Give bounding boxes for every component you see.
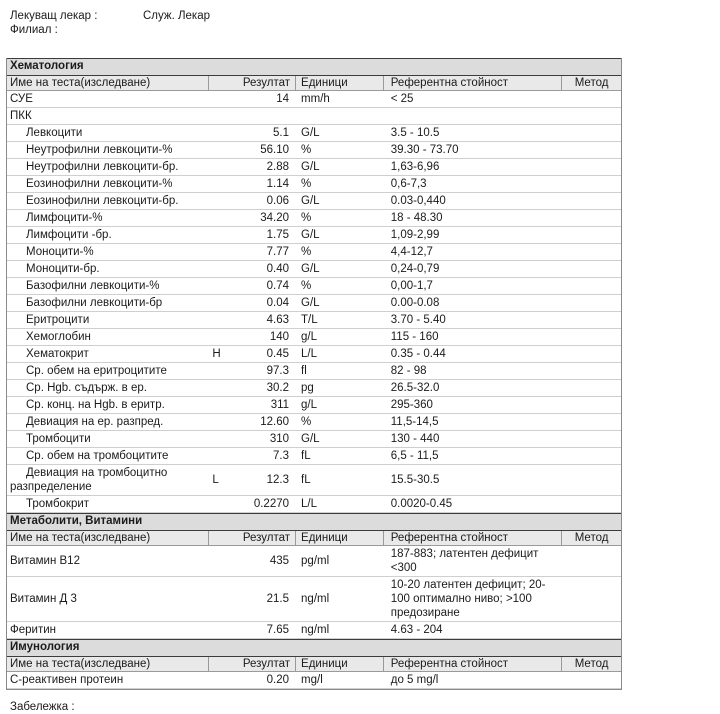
result-value: 14 (276, 93, 290, 105)
result-value: 0.2270 (253, 498, 290, 510)
units-value: pg (301, 382, 314, 394)
units-value: G/L (301, 433, 320, 445)
table-row (7, 546, 621, 577)
result-cell (208, 591, 295, 607)
test-name: СУЕ (10, 93, 33, 105)
result-cell (208, 363, 295, 379)
column-header-method: Метод (561, 657, 621, 671)
result-cell (208, 193, 295, 209)
column-header-method: Метод (561, 531, 621, 545)
column-header-units: Единици (295, 657, 383, 671)
method-value (561, 217, 621, 219)
result-cell (208, 261, 295, 277)
method-value (561, 438, 621, 440)
result-cell (208, 329, 295, 345)
result-value: 140 (269, 331, 290, 343)
result-cell (208, 431, 295, 447)
result-cell (208, 227, 295, 243)
test-name: Еозинофилни левкоцити-% (26, 178, 173, 190)
result-value: 7.77 (266, 246, 290, 258)
result-value: 34.20 (260, 212, 290, 224)
test-name: Ср. Hgb. съдърж. в ер. (26, 382, 147, 394)
column-header-name: Име на теста(изследване) (10, 658, 151, 670)
units-value: G/L (301, 229, 320, 241)
doctor-value: Служ. Лекар (143, 10, 210, 22)
result-cell (208, 210, 295, 226)
table-row (7, 329, 621, 346)
result-value: 0.20 (266, 674, 290, 686)
units-value: mg/l (301, 674, 323, 686)
column-header-result: Резултат (208, 76, 295, 90)
units-value: G/L (301, 127, 320, 139)
reference-range: 0,24-0,79 (390, 263, 440, 275)
method-value (561, 234, 621, 236)
method-value (561, 132, 621, 134)
units-value: G/L (301, 263, 320, 275)
table-row (7, 346, 621, 363)
method-value (561, 268, 621, 270)
method-value (561, 200, 621, 202)
table-row (7, 448, 621, 465)
table-row (7, 397, 621, 414)
test-name: Моноцити-% (26, 246, 94, 258)
method-value (561, 251, 621, 253)
units-value: % (301, 280, 312, 292)
units-value: % (301, 212, 312, 224)
units-value: % (301, 416, 312, 428)
report-header (10, 9, 720, 37)
reference-range: 295-360 (390, 399, 433, 411)
test-name: ПКК (10, 110, 32, 122)
method-value (561, 479, 621, 481)
method-value (561, 98, 621, 100)
result-value: 310 (269, 433, 290, 445)
test-name: Витамин Д 3 (10, 593, 77, 605)
method-value (561, 370, 621, 372)
units-value: g/L (301, 399, 318, 411)
doctor-label: Лекуващ лекар : (10, 10, 98, 22)
result-cell (208, 397, 295, 413)
units-value: % (301, 144, 312, 156)
test-name: Девиация на ер. разпред. (26, 416, 164, 428)
result-value: 5.1 (273, 127, 290, 139)
table-row (7, 261, 621, 278)
result-value: 56.10 (260, 144, 290, 156)
result-value: 7.3 (273, 450, 290, 462)
result-cell (208, 380, 295, 396)
test-name: Девиация на тромбоцитно разпределение (10, 467, 168, 493)
column-header-units: Единици (295, 76, 383, 90)
column-header-result: Резултат (208, 531, 295, 545)
method-value (561, 336, 621, 338)
table-row (7, 193, 621, 210)
method-value (561, 455, 621, 457)
units-value: pg/ml (301, 555, 330, 567)
reference-range: 26.5-32.0 (390, 382, 440, 394)
column-header-name: Име на теста(изследване) (10, 532, 151, 544)
reference-range: до 5 mg/l (390, 674, 439, 686)
table-row (7, 431, 621, 448)
reference-range: 130 - 440 (390, 433, 440, 445)
table-row (7, 622, 621, 639)
test-name: Хемоглобин (26, 331, 91, 343)
table-row (7, 278, 621, 295)
result-value: 1.75 (266, 229, 290, 241)
section-title: Имунология (7, 639, 621, 657)
result-value: 2.88 (266, 161, 290, 173)
result-value: 12.60 (260, 416, 290, 428)
table-row (7, 176, 621, 193)
result-cell (208, 622, 295, 638)
reference-range: 1,09-2,99 (390, 229, 440, 241)
result-cell (208, 125, 295, 141)
method-value (561, 166, 621, 168)
method-value (561, 560, 621, 562)
column-header-result: Резултат (208, 657, 295, 671)
column-header-reference: Референтна стойност (383, 76, 561, 90)
test-name: Лимфоцити-% (26, 212, 103, 224)
reference-range (383, 115, 561, 117)
result-value: 311 (270, 399, 290, 411)
test-name: Ср. конц. на Hgb. в еритр. (26, 399, 165, 411)
reference-range: 1,63-6,96 (390, 161, 440, 173)
units-value: G/L (301, 195, 320, 207)
reference-range: 82 - 98 (390, 365, 427, 377)
column-header-row (7, 76, 621, 91)
units-value (295, 115, 383, 117)
test-name: Неутрофилни левкоцити-бр. (26, 161, 179, 173)
reference-range: 0,6-7,3 (390, 178, 427, 190)
reference-range: 18 - 48.30 (390, 212, 443, 224)
test-name: Лимфоцити -бр. (26, 229, 112, 241)
reference-range: 0.0020-0.45 (390, 498, 453, 510)
test-name: Ср. обем на тромбоцитите (26, 450, 169, 462)
method-value (561, 387, 621, 389)
reference-range: < 25 (390, 93, 414, 105)
method-value (561, 629, 621, 631)
units-value: fL (301, 450, 311, 462)
test-name: Хематокрит (26, 348, 89, 360)
table-row (7, 414, 621, 431)
result-cell (208, 448, 295, 464)
result-cell (208, 472, 295, 488)
result-cell (208, 312, 295, 328)
result-value: 4.63 (266, 314, 290, 326)
result-value: 21.5 (266, 593, 290, 605)
method-value (561, 319, 621, 321)
units-value: g/L (301, 331, 318, 343)
method-value (561, 404, 621, 406)
column-header-row (7, 531, 621, 546)
table-row (7, 159, 621, 176)
result-cell (208, 278, 295, 294)
result-value: 7.65 (266, 624, 290, 636)
reference-range: 4,4-12,7 (390, 246, 433, 258)
reference-range: 39.30 - 73.70 (390, 144, 459, 156)
units-value: fl (301, 365, 307, 377)
result-flag: H (212, 348, 221, 360)
units-value: % (301, 178, 312, 190)
method-value (561, 183, 621, 185)
result-cell (208, 159, 295, 175)
result-value: 30.2 (266, 382, 290, 394)
table-row (7, 496, 621, 513)
method-value (561, 598, 621, 600)
method-value (561, 285, 621, 287)
reference-range: 3.70 - 5.40 (390, 314, 446, 326)
table-row (7, 244, 621, 261)
test-name: Еритроцити (26, 314, 90, 326)
method-value (561, 115, 621, 117)
test-name: Моноцити-бр. (26, 263, 100, 275)
units-value: ng/ml (301, 624, 330, 636)
units-value: T/L (301, 314, 318, 326)
result-cell (208, 244, 295, 260)
table-group-row (7, 108, 621, 125)
result-cell (208, 91, 295, 107)
reference-range: 3.5 - 10.5 (390, 127, 440, 139)
column-header-method: Метод (561, 76, 621, 90)
result-flag: L (212, 474, 219, 486)
method-value (561, 679, 621, 681)
reference-range: 15.5-30.5 (390, 474, 440, 486)
result-cell (208, 176, 295, 192)
table-row (7, 672, 621, 689)
test-name: Витамин B12 (10, 555, 80, 567)
method-value (561, 421, 621, 423)
result-value: 97.3 (266, 365, 290, 377)
column-header-reference: Референтна стойност (383, 657, 561, 671)
reference-range: 0.00-0.08 (390, 297, 440, 309)
result-cell (208, 295, 295, 311)
table-row (7, 125, 621, 142)
table-row (7, 210, 621, 227)
units-value: % (301, 246, 312, 258)
method-value (561, 302, 621, 304)
table-row (7, 363, 621, 380)
units-value: L/L (301, 498, 318, 510)
test-name: Феритин (10, 624, 56, 636)
branch-label: Филиал : (10, 24, 58, 36)
result-cell (208, 553, 295, 569)
table-row (7, 91, 621, 108)
result-cell (208, 672, 295, 688)
reference-range: 187-883; латентен дефицит <300 (390, 548, 539, 574)
units-value: L/L (301, 348, 318, 360)
result-cell (208, 346, 295, 362)
table-row (7, 142, 621, 159)
table-row (7, 380, 621, 397)
reference-range: 0,00-1,7 (390, 280, 433, 292)
result-value: 1.14 (266, 178, 290, 190)
reference-range: 115 - 160 (390, 331, 439, 343)
result-value: 0.40 (266, 263, 290, 275)
method-value (561, 353, 621, 355)
section-title: Метаболити, Витамини (7, 513, 621, 531)
units-value: mm/h (301, 93, 330, 105)
units-value: ng/ml (301, 593, 330, 605)
result-value: 12.3 (266, 474, 290, 486)
column-header-units: Единици (295, 531, 383, 545)
table-row (7, 465, 621, 496)
test-name: Неутрофилни левкоцити-% (26, 144, 173, 156)
result-value: 0.74 (266, 280, 290, 292)
doctor-line (10, 9, 720, 23)
units-value: G/L (301, 161, 320, 173)
result-cell (208, 496, 295, 512)
test-name: С-реактивен протеин (10, 674, 124, 686)
results-table (6, 58, 622, 690)
test-name: Базофилни левкоцити-бр (26, 297, 163, 309)
test-name: Еозинофилни левкоцити-бр. (26, 195, 179, 207)
test-name: Ср. обем на еритроцитите (26, 365, 167, 377)
reference-range: 0.35 - 0.44 (390, 348, 446, 360)
test-name: Левкоцити (26, 127, 83, 139)
column-header-name: Име на теста(изследване) (10, 77, 151, 89)
reference-range: 0.03-0,440 (390, 195, 446, 207)
method-value (561, 149, 621, 151)
table-row (7, 227, 621, 244)
result-cell (208, 115, 295, 117)
table-row (7, 295, 621, 312)
result-value: 0.06 (266, 195, 290, 207)
test-name: Базофилни левкоцити-% (26, 280, 160, 292)
reference-range: 4.63 - 204 (390, 624, 443, 636)
table-row (7, 312, 621, 329)
result-value: 0.04 (266, 297, 290, 309)
branch-line (10, 23, 720, 37)
column-header-row (7, 657, 621, 672)
units-value: fL (301, 474, 311, 486)
method-value (561, 503, 621, 505)
result-cell (208, 142, 295, 158)
reference-range: 10-20 латентен дефицит; 20-100 оптимално ниво; >100 предозиране (390, 579, 546, 619)
column-header-reference: Референтна стойност (383, 531, 561, 545)
reference-range: 6,5 - 11,5 (390, 450, 439, 462)
lab-report-page (0, 9, 720, 713)
result-cell (208, 414, 295, 430)
result-value: 435 (269, 555, 290, 567)
reference-range: 11,5-14,5 (390, 416, 439, 428)
result-value: 0.45 (266, 348, 290, 360)
units-value: G/L (301, 297, 320, 309)
note-label: Забележка : (10, 701, 75, 713)
test-name: Тромбоцити (26, 433, 91, 445)
table-row (7, 577, 621, 622)
section-title: Хематология (7, 58, 621, 76)
test-name: Тромбокрит (26, 498, 90, 510)
